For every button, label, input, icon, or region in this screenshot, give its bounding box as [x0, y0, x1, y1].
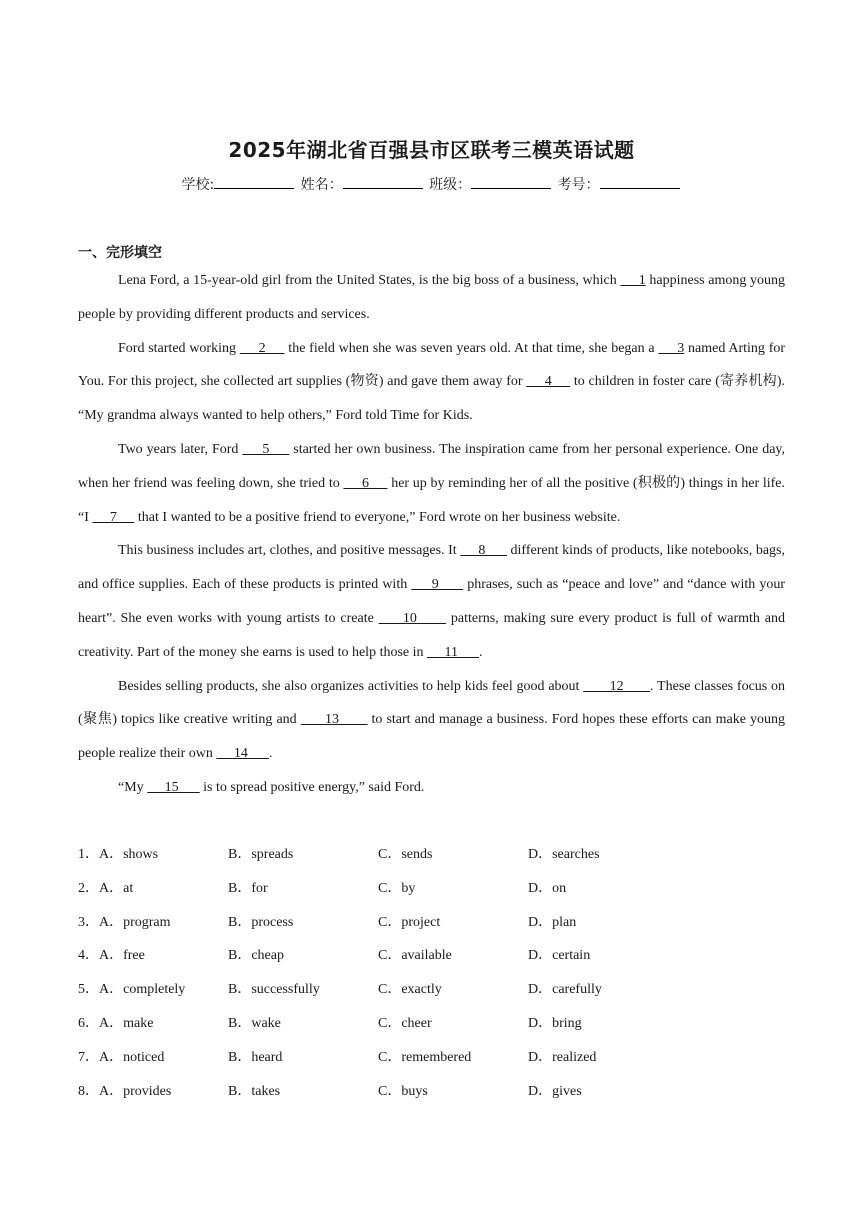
- question-6-options: [78, 1007, 785, 1041]
- student-info-line: [78, 174, 785, 194]
- blank-13: 13: [300, 712, 368, 728]
- cloze-passage: [78, 264, 785, 805]
- passage-text: This business includes art, clothes, and positive messages. It: [118, 543, 461, 559]
- question-7-options: [78, 1041, 785, 1075]
- option-b[interactable]: B．spreads: [228, 847, 294, 862]
- passage-text: “My: [118, 779, 148, 795]
- blank-10: 10: [378, 610, 447, 626]
- blank-7: 7: [92, 509, 135, 525]
- option-c[interactable]: C．exactly: [378, 982, 442, 998]
- option-c[interactable]: C．remembered: [378, 1049, 472, 1065]
- option-b[interactable]: B．wake: [228, 1015, 281, 1031]
- passage-text: started her own business. The inspiration came from her personal experience. One day, when her friend was feeling down, she tried to: [78, 441, 786, 491]
- option-c[interactable]: C．sends: [378, 847, 433, 862]
- question-2-options: [78, 872, 785, 906]
- school-label: 学校:: [181, 177, 215, 193]
- section-heading: 一、完形填空: [78, 245, 162, 261]
- passage-text: .: [268, 746, 273, 762]
- passage-text: named Arting for You. For this project, she collected art supplies (物资) and gave them away for: [78, 340, 786, 390]
- blank-8: 8: [460, 543, 507, 559]
- name-blank[interactable]: [343, 174, 423, 189]
- passage-text: her up by reminding her of all the positive (积极的) things in her life. “I: [78, 475, 786, 525]
- option-d[interactable]: D．searches: [528, 847, 600, 862]
- class-label: 班级：: [429, 177, 472, 193]
- blank-15: 15: [147, 779, 200, 795]
- option-b[interactable]: B．successfully: [228, 982, 320, 998]
- name-label: 姓名：: [300, 177, 343, 193]
- blank-14: 14: [216, 746, 269, 762]
- question-5-options: [78, 973, 785, 1007]
- option-b[interactable]: B．for: [228, 880, 268, 896]
- paragraph-3: [78, 433, 785, 534]
- passage-text: different kinds of products, like notebooks, bags, and office supplies. Each of these products is printed with: [78, 543, 786, 593]
- question-8-options: [78, 1075, 785, 1109]
- passage-text: Two years later, Ford: [118, 441, 243, 457]
- paragraph-1: [78, 264, 785, 332]
- option-a[interactable]: 3．A．program: [78, 914, 171, 930]
- paragraph-6: [78, 771, 785, 805]
- option-c[interactable]: C．buys: [378, 1083, 428, 1099]
- exam-number-label: 考号：: [557, 177, 600, 193]
- passage-text: patterns, making sure every product is full of warmth and creativity. Part of the money she earns is used to help those in: [78, 610, 785, 660]
- blank-5: 5: [242, 441, 290, 457]
- passage-text: Besides selling products, she also organizes activities to help kids feel good about: [118, 678, 584, 694]
- passage-text: the field when she was seven years old. At that time, she began a: [284, 340, 659, 356]
- passage-text: that I wanted to be a positive friend to everyone,” Ford wrote on her business website.: [134, 509, 621, 525]
- passage-text: Ford started working: [118, 340, 240, 356]
- option-c[interactable]: C．available: [378, 948, 452, 964]
- option-d[interactable]: D．certain: [528, 948, 591, 964]
- passage-text: . These classes focus on (聚焦) topics like creative writing and: [78, 678, 785, 728]
- blank-12: 12: [583, 678, 651, 694]
- option-d[interactable]: D．gives: [528, 1083, 582, 1099]
- blank-9: 9: [411, 577, 464, 593]
- option-a[interactable]: 7．A．noticed: [78, 1049, 165, 1065]
- paragraph-4: [78, 534, 785, 669]
- option-a[interactable]: 6．A．make: [78, 1015, 154, 1031]
- option-d[interactable]: D．carefully: [528, 982, 602, 998]
- blank-6: 6: [343, 475, 388, 491]
- option-a[interactable]: 5．A．completely: [78, 982, 186, 998]
- passage-text: is to spread positive energy,” said Ford.: [199, 779, 425, 795]
- option-c[interactable]: C．by: [378, 880, 416, 896]
- question-1-options: [78, 838, 785, 872]
- passage-text: .: [479, 644, 483, 660]
- blank-3: 3: [658, 340, 685, 356]
- options-list: [78, 838, 785, 1108]
- passage-text: phrases, such as “peace and love” and “dance with your heart”. She even works with young artists to create: [78, 577, 785, 626]
- option-c[interactable]: C．project: [378, 914, 441, 930]
- page-title: 2025年湖北省百强县市区联考三模英语试题: [228, 138, 635, 162]
- school-blank[interactable]: [214, 174, 294, 189]
- option-b[interactable]: B．takes: [228, 1083, 281, 1099]
- passage-text: to start and manage a business. Ford hopes these efforts can make young people realize their own: [78, 712, 785, 762]
- blank-11: 11: [427, 644, 479, 660]
- option-d[interactable]: D．plan: [528, 914, 577, 930]
- option-d[interactable]: D．bring: [528, 1015, 582, 1031]
- class-blank[interactable]: [471, 174, 551, 189]
- blank-2: 2: [239, 340, 285, 356]
- option-b[interactable]: B．heard: [228, 1049, 283, 1065]
- paragraph-5: [78, 670, 785, 771]
- option-d[interactable]: D．on: [528, 880, 567, 896]
- question-3-options: [78, 906, 785, 940]
- option-a[interactable]: 8．A．provides: [78, 1083, 172, 1099]
- blank-1: 1: [620, 273, 646, 288]
- paragraph-2: [78, 332, 785, 433]
- option-b[interactable]: B．process: [228, 914, 294, 930]
- passage-text: Lena Ford, a 15-year-old girl from the United States, is the big boss of a business, which: [118, 273, 621, 288]
- passage-text: to children in foster care (寄养机构). “My grandma always wanted to help others,” Ford told Time for Kids.: [78, 374, 786, 424]
- exam-number-blank[interactable]: [600, 174, 680, 189]
- option-a[interactable]: 4．A．free: [78, 948, 145, 964]
- question-4-options: [78, 939, 785, 973]
- option-a[interactable]: 2．A．at: [78, 880, 134, 896]
- option-d[interactable]: D．realized: [528, 1049, 597, 1065]
- blank-4: 4: [526, 374, 571, 390]
- passage-text: happiness among young people by providing different products and services.: [78, 273, 786, 322]
- option-c[interactable]: C．cheer: [378, 1015, 432, 1031]
- option-b[interactable]: B．cheap: [228, 948, 284, 964]
- option-a[interactable]: 1．A．shows: [78, 847, 159, 862]
